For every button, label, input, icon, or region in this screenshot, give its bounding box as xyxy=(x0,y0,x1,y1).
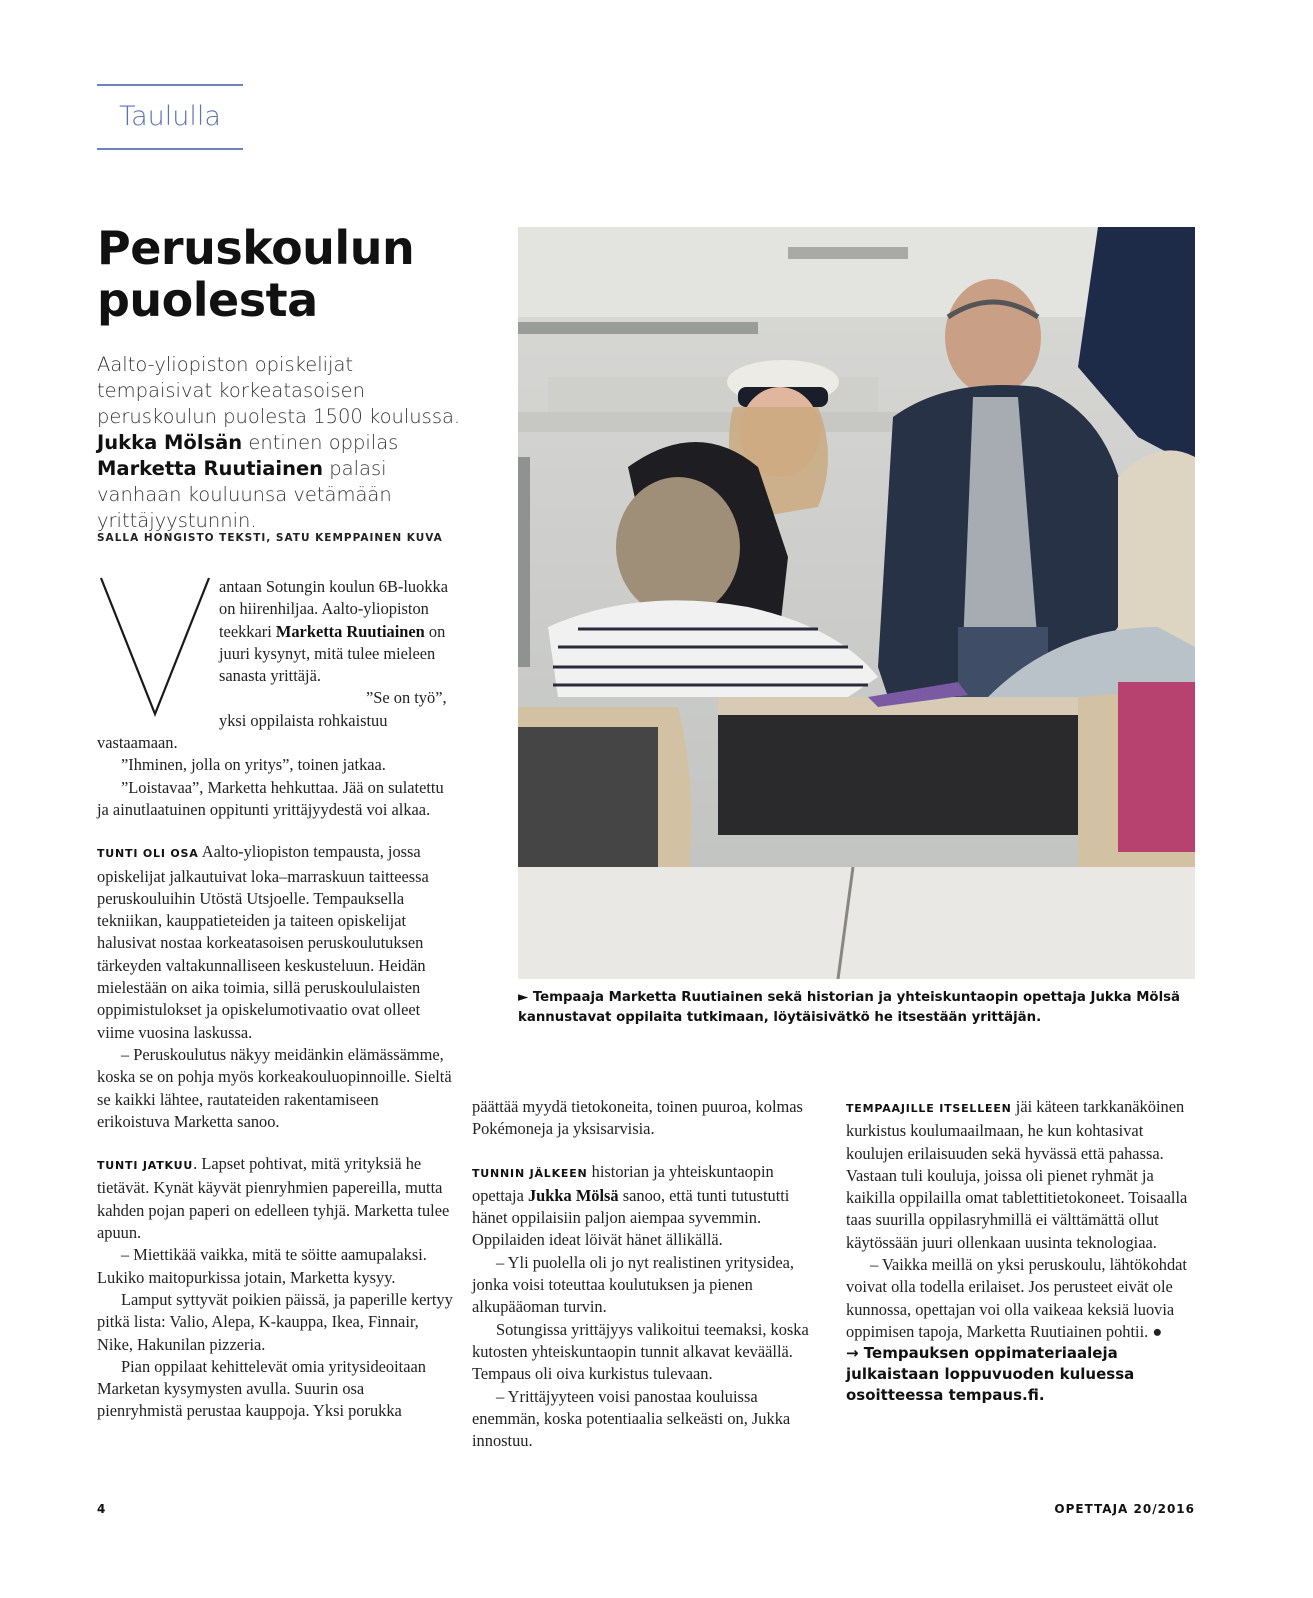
text: antaan Sotungin koulun 6B-luokka on hiirenhiljaa. Aalto-yliopiston teekkari xyxy=(219,577,448,641)
photo-caption xyxy=(518,988,1198,1028)
person-name: Marketta Ruutiainen xyxy=(275,621,425,641)
drop-cap xyxy=(97,574,215,719)
text: historian ja yhteiskuntaopin opettaja xyxy=(472,1161,774,1205)
headline: Peruskoulun puolesta xyxy=(97,221,415,327)
kicker: TUNNIN JÄLKEEN xyxy=(472,1166,588,1180)
lead-name-student: Marketta Ruutiainen xyxy=(97,457,324,480)
kicker: TUNTI JATKUU xyxy=(97,1159,194,1173)
section-3-paragraph-1 xyxy=(472,1161,812,1252)
caption-marker-icon: ► xyxy=(518,990,529,1005)
classroom-photo-illustration xyxy=(518,227,1195,979)
person-name: Jukka Mölsä xyxy=(527,1185,619,1205)
section-2-paragraph-4-continued: päättää myydä tietokoneita, toinen puuroa, kolmas Pokémoneja ja yksisarvisia. xyxy=(472,1097,803,1139)
end-of-article-bullet-icon: ● xyxy=(1148,1321,1163,1341)
kicker: TEMPAAJILLE ITSELLEEN xyxy=(846,1102,1012,1115)
section-3-paragraph-2: – Yli puolella oli jo nyt realistinen yritysidea, jonka voisi toteuttaa koulutuksen ja pienen alkupääoman turvin. xyxy=(472,1252,795,1317)
lead-paragraph xyxy=(97,352,469,534)
page-number: 4 xyxy=(97,1502,106,1516)
quote-1: ”Se on työ”, yksi oppilaista rohkaistuu vastaamaan. xyxy=(97,688,447,753)
text: sanoo, että tunti tutustutti hänet oppilaisiin paljon aiempaa syvemmin. Oppilaiden ideat löivät hänet ällikällä. xyxy=(472,1185,790,1250)
section-3-paragraph-4: – Yrittäjyyteen voisi panostaa kouluissa enemmän, koska potentiaalia selkeästi on, Jukka innostuu. xyxy=(472,1386,791,1451)
lead-text: Aalto-yliopiston opiskelijat tempaisivat korkeatasoisen peruskoulun puolesta 1500 koulussa. xyxy=(97,353,461,428)
caption-text: Tempaaja Marketta Ruutiainen sekä historian ja yhteiskuntaopin opettaja Jukka Mölsä kannustavat oppilaita tutkimaan, löytäisivätkö he itsestään yrittäjän. xyxy=(518,990,1181,1025)
text: jäi käteen tarkkanäköinen kurkistus koulumaailmaan, he kun kohtasivat koulujen erilaisuuden sekä hyvässä että pahassa. Vastaan tuli kouluja, joissa oli pienet ryhmät ja kaikilla oppilailla omat tablettitietokoneet. Toisaalla taas suurilla oppilasryhmillä ei välttämättä ollut käytössään juuri ollenkaan uusinta teknologiaa. xyxy=(846,1097,1188,1252)
quote-3: ”Loistavaa”, Marketta hehkuttaa. Jää on sulatettu ja ainutlaatuinen oppitunti yrittäjyydestä voi alkaa. xyxy=(97,777,444,819)
text: . Lapset pohtivat, mitä yrityksiä he tietävät. Kynät käyvät pienryhmien papereilla, mutta kahden pojan paperi on edelleen tyhjä. Marketta tulee apuun. xyxy=(97,1154,450,1243)
section-2-paragraph-1 xyxy=(97,1153,453,1244)
article-photo xyxy=(518,227,1195,979)
kicker: TUNTI OLI OSA xyxy=(97,847,199,861)
lead-text: entinen oppilas xyxy=(242,431,399,454)
section-2-paragraph-3: Lamput syttyvät poikien päissä, ja paperille kertyy pitkä lista: Valio, Alepa, K-kauppa, Ikea, Finnair, Nike, Hakunilan pizzeria. xyxy=(97,1289,453,1354)
section-1-paragraph-1 xyxy=(97,841,453,1044)
section-4-paragraph-2 xyxy=(846,1254,1192,1343)
byline: SALLA HONGISTO TEKSTI, SATU KEMPPAINEN KUVA xyxy=(97,532,443,544)
section-1-paragraph-2: – Peruskoulutus näkyy meidänkin elämässämme, koska se on pohja myös korkeakouluopinnoille. Sieltä se kaikki lähtee, rautateiden rakentamiseen erikoistuva Marketta sanoo. xyxy=(97,1044,452,1131)
intro-paragraph xyxy=(97,576,453,687)
arrow-right-icon: → xyxy=(846,1344,859,1363)
section-4-paragraph-1 xyxy=(846,1096,1192,1254)
article-column-3 xyxy=(846,1096,1192,1406)
magazine-issue: OPETTAJA 20/2016 xyxy=(1054,1502,1195,1516)
article-column-2 xyxy=(472,1096,812,1452)
article-column-1 xyxy=(97,576,453,1423)
text: Aalto-yliopiston tempausta, jossa opiskelijat jalkautuivat loka–marraskuun taitteessa peruskouluihin Utöstä Utsjoelle. Tempauksella tekniikan, kauppatieteiden ja taiteen opiskelijat halusivat nostaa korkeatasoisen peruskoulutuksen tärkeyden valtakunnalliseen keskusteluun. Heidän mielestään on aika toimia, sillä peruskoululaisten oppimistulokset ja opiskelumotivaatio ovat olleet viime vuosina laskussa. xyxy=(97,842,429,1042)
text: – Vaikka meillä on yksi peruskoulu, lähtökohdat voivat olla todella erilaiset. Jos perusteet eivät ole kunnossa, opettajan voi olla vaikeaa keksiä luovia oppimisen tapoja, Marketta Ruutiainen pohtii. xyxy=(846,1255,1187,1341)
section-2-paragraph-4: Pian oppilaat kehittelevät omia yritysideoitaan Marketan kysymysten avulla. Suurin osa pienryhmistä perustaa kauppoja. Yksi porukka xyxy=(97,1356,426,1421)
drop-cap-v-glyph xyxy=(97,574,215,719)
lead-name-teacher: Jukka Mölsän xyxy=(97,431,243,454)
lead-text: palasi vanhaan kouluunsa vetämään yrittäjyystunnin. xyxy=(97,457,392,532)
quote-2: ”Ihminen, jolla on yritys”, toinen jatkaa. xyxy=(121,755,386,775)
section-tag xyxy=(97,84,243,150)
text: on juuri kysynyt, mitä tulee mieleen sanasta yrittäjä. xyxy=(219,621,446,686)
section-tag-label: Taululla xyxy=(119,101,221,132)
info-note-text: Tempauksen oppimateriaaleja julkaistaan loppuvuoden kuluessa osoitteessa tempaus.fi. xyxy=(846,1344,1135,1405)
info-note xyxy=(846,1343,1192,1406)
section-2-paragraph-2: – Miettikää vaikka, mitä te söitte aamupalaksi. Lukiko maitopurkissa jotain, Marketta kysyy. xyxy=(97,1245,427,1287)
section-3-paragraph-3: Sotungissa yrittäjyys valikoitui teemaksi, koska kutosten yhteiskuntaopin tunnit alkavat keväällä. Tempaus oli oiva kurkistus tulevaan. xyxy=(472,1319,809,1384)
